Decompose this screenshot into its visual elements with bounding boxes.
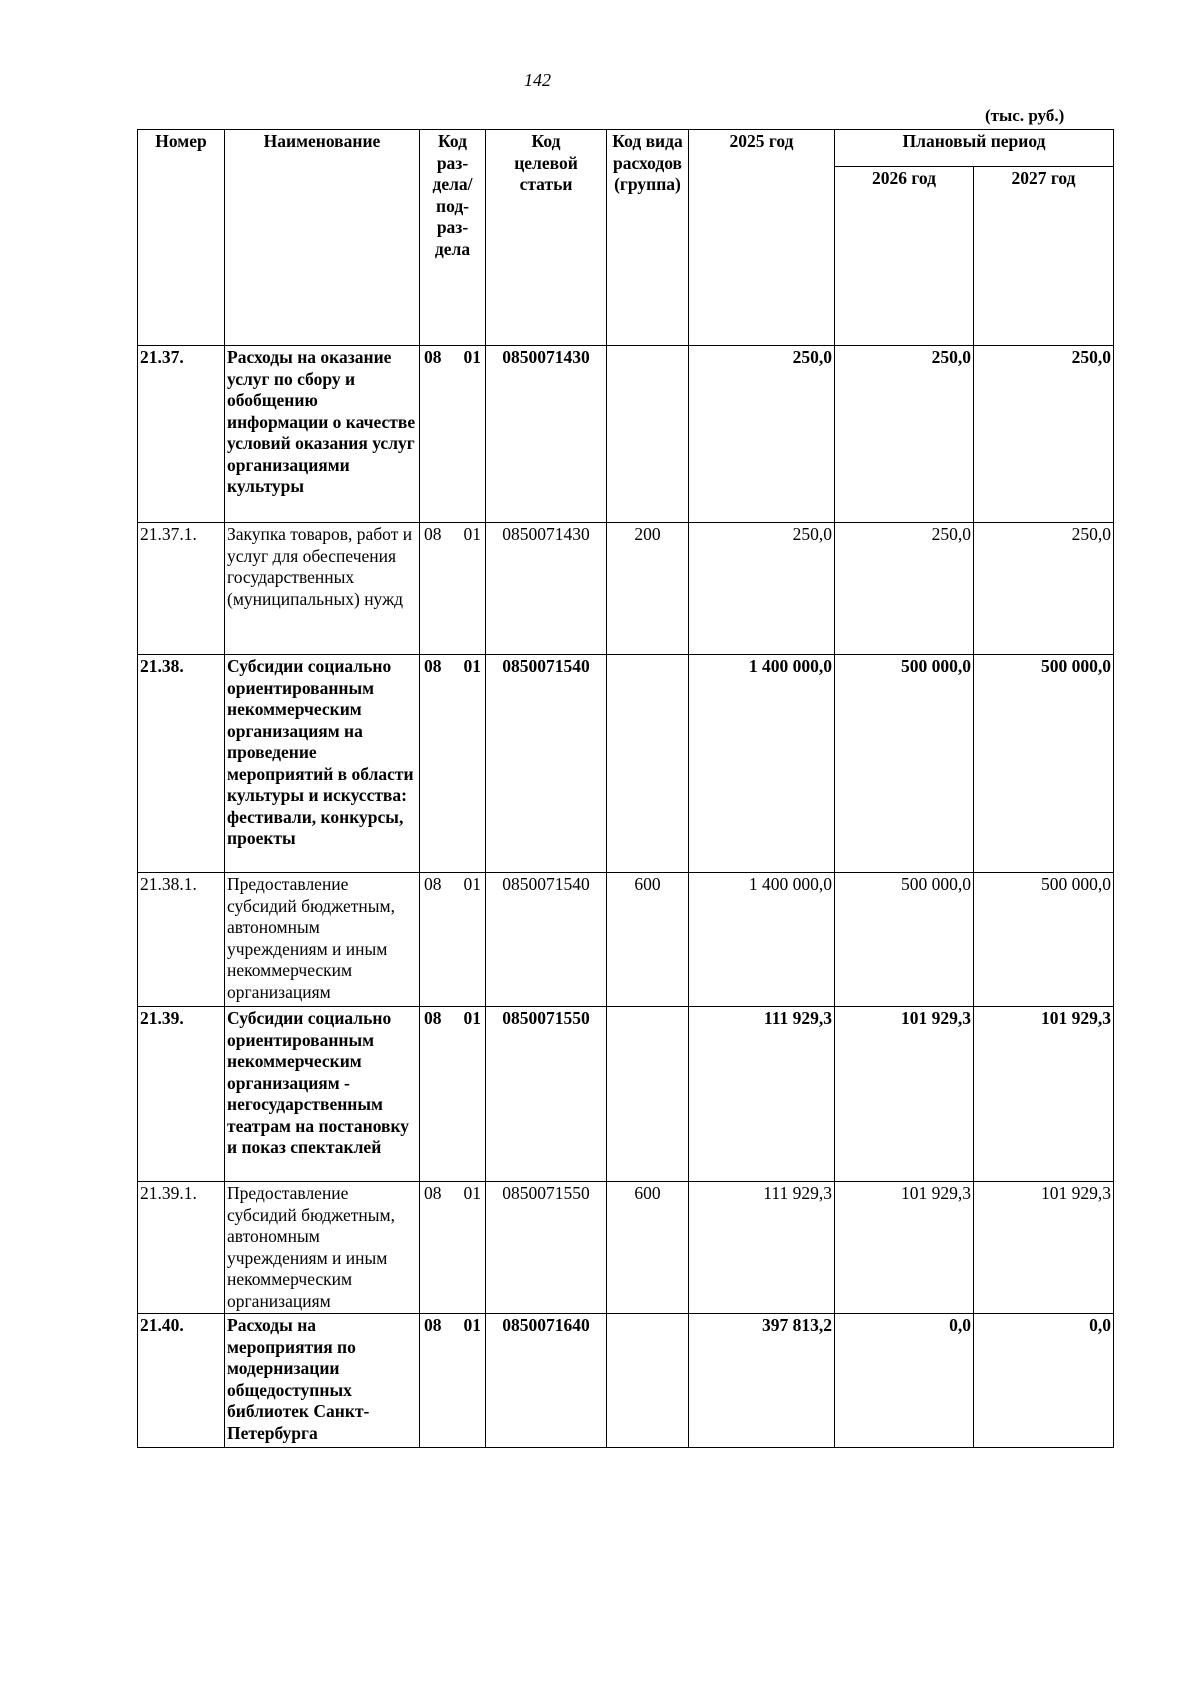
cell-razdel <box>420 655 486 873</box>
col-header-planovyi-period: Плановый период <box>835 130 1114 167</box>
col-header-kod-celevoy <box>486 130 607 346</box>
header-line: раз- <box>436 217 469 237</box>
col-header-kod-vida <box>607 130 689 346</box>
cell-nomer: 21.39.1. <box>138 1182 225 1314</box>
cell-razdel <box>420 346 486 523</box>
cell-2027: 500 000,0 <box>974 873 1114 1007</box>
cell-2027: 250,0 <box>974 346 1114 523</box>
podrazdel: 01 <box>463 1315 481 1335</box>
cell-2026: 250,0 <box>835 523 974 655</box>
header-line: статьи <box>519 174 573 194</box>
podrazdel: 01 <box>463 1008 481 1028</box>
podrazdel: 01 <box>463 656 481 676</box>
cell-razdel <box>420 873 486 1007</box>
cell-2026: 101 929,3 <box>835 1007 974 1182</box>
podrazdel: 01 <box>463 1183 481 1203</box>
table-row <box>138 873 1114 1007</box>
cell-kvr <box>607 1007 689 1182</box>
cell-2025: 250,0 <box>689 346 835 523</box>
cell-2025: 1 400 000,0 <box>689 873 835 1007</box>
cell-2026: 250,0 <box>835 346 974 523</box>
table-row <box>138 1182 1114 1314</box>
razdel: 08 <box>424 656 442 676</box>
header-line: Код <box>438 131 467 151</box>
col-header-2027: 2027 год <box>974 167 1114 346</box>
cell-razdel <box>420 1314 486 1448</box>
header-line: расходов <box>613 152 682 173</box>
cell-2027: 250,0 <box>974 523 1114 655</box>
cell-nomer: 21.38.1. <box>138 873 225 1007</box>
cell-2026: 101 929,3 <box>835 1182 974 1314</box>
header-line: дела/ <box>432 174 473 194</box>
razdel: 08 <box>424 1183 442 1203</box>
col-header-2026: 2026 год <box>835 167 974 346</box>
cell-nomer: 21.37. <box>138 346 225 523</box>
table-row <box>138 1314 1114 1448</box>
cell-name: Субсидии социально ориентированным некоммерческим организациям - негосударственным театрам на постановку и показ спектаклей <box>225 1007 420 1182</box>
cell-2027: 101 929,3 <box>974 1007 1114 1182</box>
header-line: раз- <box>436 152 469 173</box>
cell-name: Расходы на оказание услуг по сбору и обобщению информации о качестве условий оказания услуг организациями культуры <box>225 346 420 523</box>
col-header-kod-razdela <box>420 130 486 346</box>
header-line: (группа) <box>614 174 681 194</box>
cell-kvr <box>607 655 689 873</box>
cell-2027: 0,0 <box>974 1314 1114 1448</box>
cell-nomer: 21.37.1. <box>138 523 225 655</box>
budget-table <box>137 129 1114 1448</box>
table-row <box>138 346 1114 523</box>
cell-name: Субсидии социально ориентированным некоммерческим организациям на проведение мероприятий в области культуры и искусства: фестивали, конкурсы, проекты <box>225 655 420 873</box>
podrazdel: 01 <box>463 347 481 367</box>
razdel: 08 <box>424 347 442 367</box>
razdel: 08 <box>424 874 442 894</box>
table-row <box>138 523 1114 655</box>
cell-kcs: 0850071640 <box>486 1314 607 1448</box>
cell-razdel <box>420 1007 486 1182</box>
header-line: Код вида <box>612 131 683 151</box>
cell-2025: 397 813,2 <box>689 1314 835 1448</box>
header-row-1 <box>138 130 1114 167</box>
table-row <box>138 1007 1114 1182</box>
table-row <box>138 655 1114 873</box>
cell-nomer: 21.40. <box>138 1314 225 1448</box>
cell-kcs: 0850071430 <box>486 523 607 655</box>
header-line: под- <box>435 195 469 216</box>
cell-name: Предоставление субсидий бюджетным, автономным учреждениям и иным некоммерческим организациям <box>225 873 420 1007</box>
cell-2025: 111 929,3 <box>689 1182 835 1314</box>
cell-nomer: 21.38. <box>138 655 225 873</box>
cell-kvr <box>607 346 689 523</box>
page-number: 142 <box>524 70 551 90</box>
cell-razdel <box>420 523 486 655</box>
cell-2025: 250,0 <box>689 523 835 655</box>
cell-kvr: 600 <box>607 873 689 1007</box>
razdel: 08 <box>424 524 442 544</box>
cell-name: Закупка товаров, работ и услуг для обеспечения государственных (муниципальных) нужд <box>225 523 420 655</box>
cell-kvr: 200 <box>607 523 689 655</box>
cell-nomer: 21.39. <box>138 1007 225 1182</box>
cell-2026: 500 000,0 <box>835 655 974 873</box>
cell-name: Предоставление субсидий бюджетным, автономным учреждениям и иным некоммерческим организациям <box>225 1182 420 1314</box>
header-line: дела <box>434 238 471 259</box>
header-line: Код <box>531 131 561 151</box>
podrazdel: 01 <box>463 524 481 544</box>
cell-name: Расходы на мероприятия по модернизации общедоступных библиотек Санкт-Петербурга <box>225 1314 420 1448</box>
header-line: целевой <box>514 152 578 173</box>
col-header-2025: 2025 год <box>689 130 835 346</box>
col-header-naimenovanie: Наименование <box>225 130 420 346</box>
cell-2026: 500 000,0 <box>835 873 974 1007</box>
cell-kcs: 0850071550 <box>486 1182 607 1314</box>
units-label: (тыс. руб.) <box>985 106 1065 125</box>
cell-kcs: 0850071540 <box>486 655 607 873</box>
cell-2027: 500 000,0 <box>974 655 1114 873</box>
cell-kcs: 0850071430 <box>486 346 607 523</box>
cell-2027: 101 929,3 <box>974 1182 1114 1314</box>
cell-kcs: 0850071540 <box>486 873 607 1007</box>
cell-kvr <box>607 1314 689 1448</box>
cell-2025: 111 929,3 <box>689 1007 835 1182</box>
cell-2025: 1 400 000,0 <box>689 655 835 873</box>
podrazdel: 01 <box>463 874 481 894</box>
razdel: 08 <box>424 1008 442 1028</box>
col-header-nomer: Номер <box>138 130 225 346</box>
cell-2026: 0,0 <box>835 1314 974 1448</box>
cell-razdel <box>420 1182 486 1314</box>
cell-kcs: 0850071550 <box>486 1007 607 1182</box>
cell-kvr: 600 <box>607 1182 689 1314</box>
razdel: 08 <box>424 1315 442 1335</box>
